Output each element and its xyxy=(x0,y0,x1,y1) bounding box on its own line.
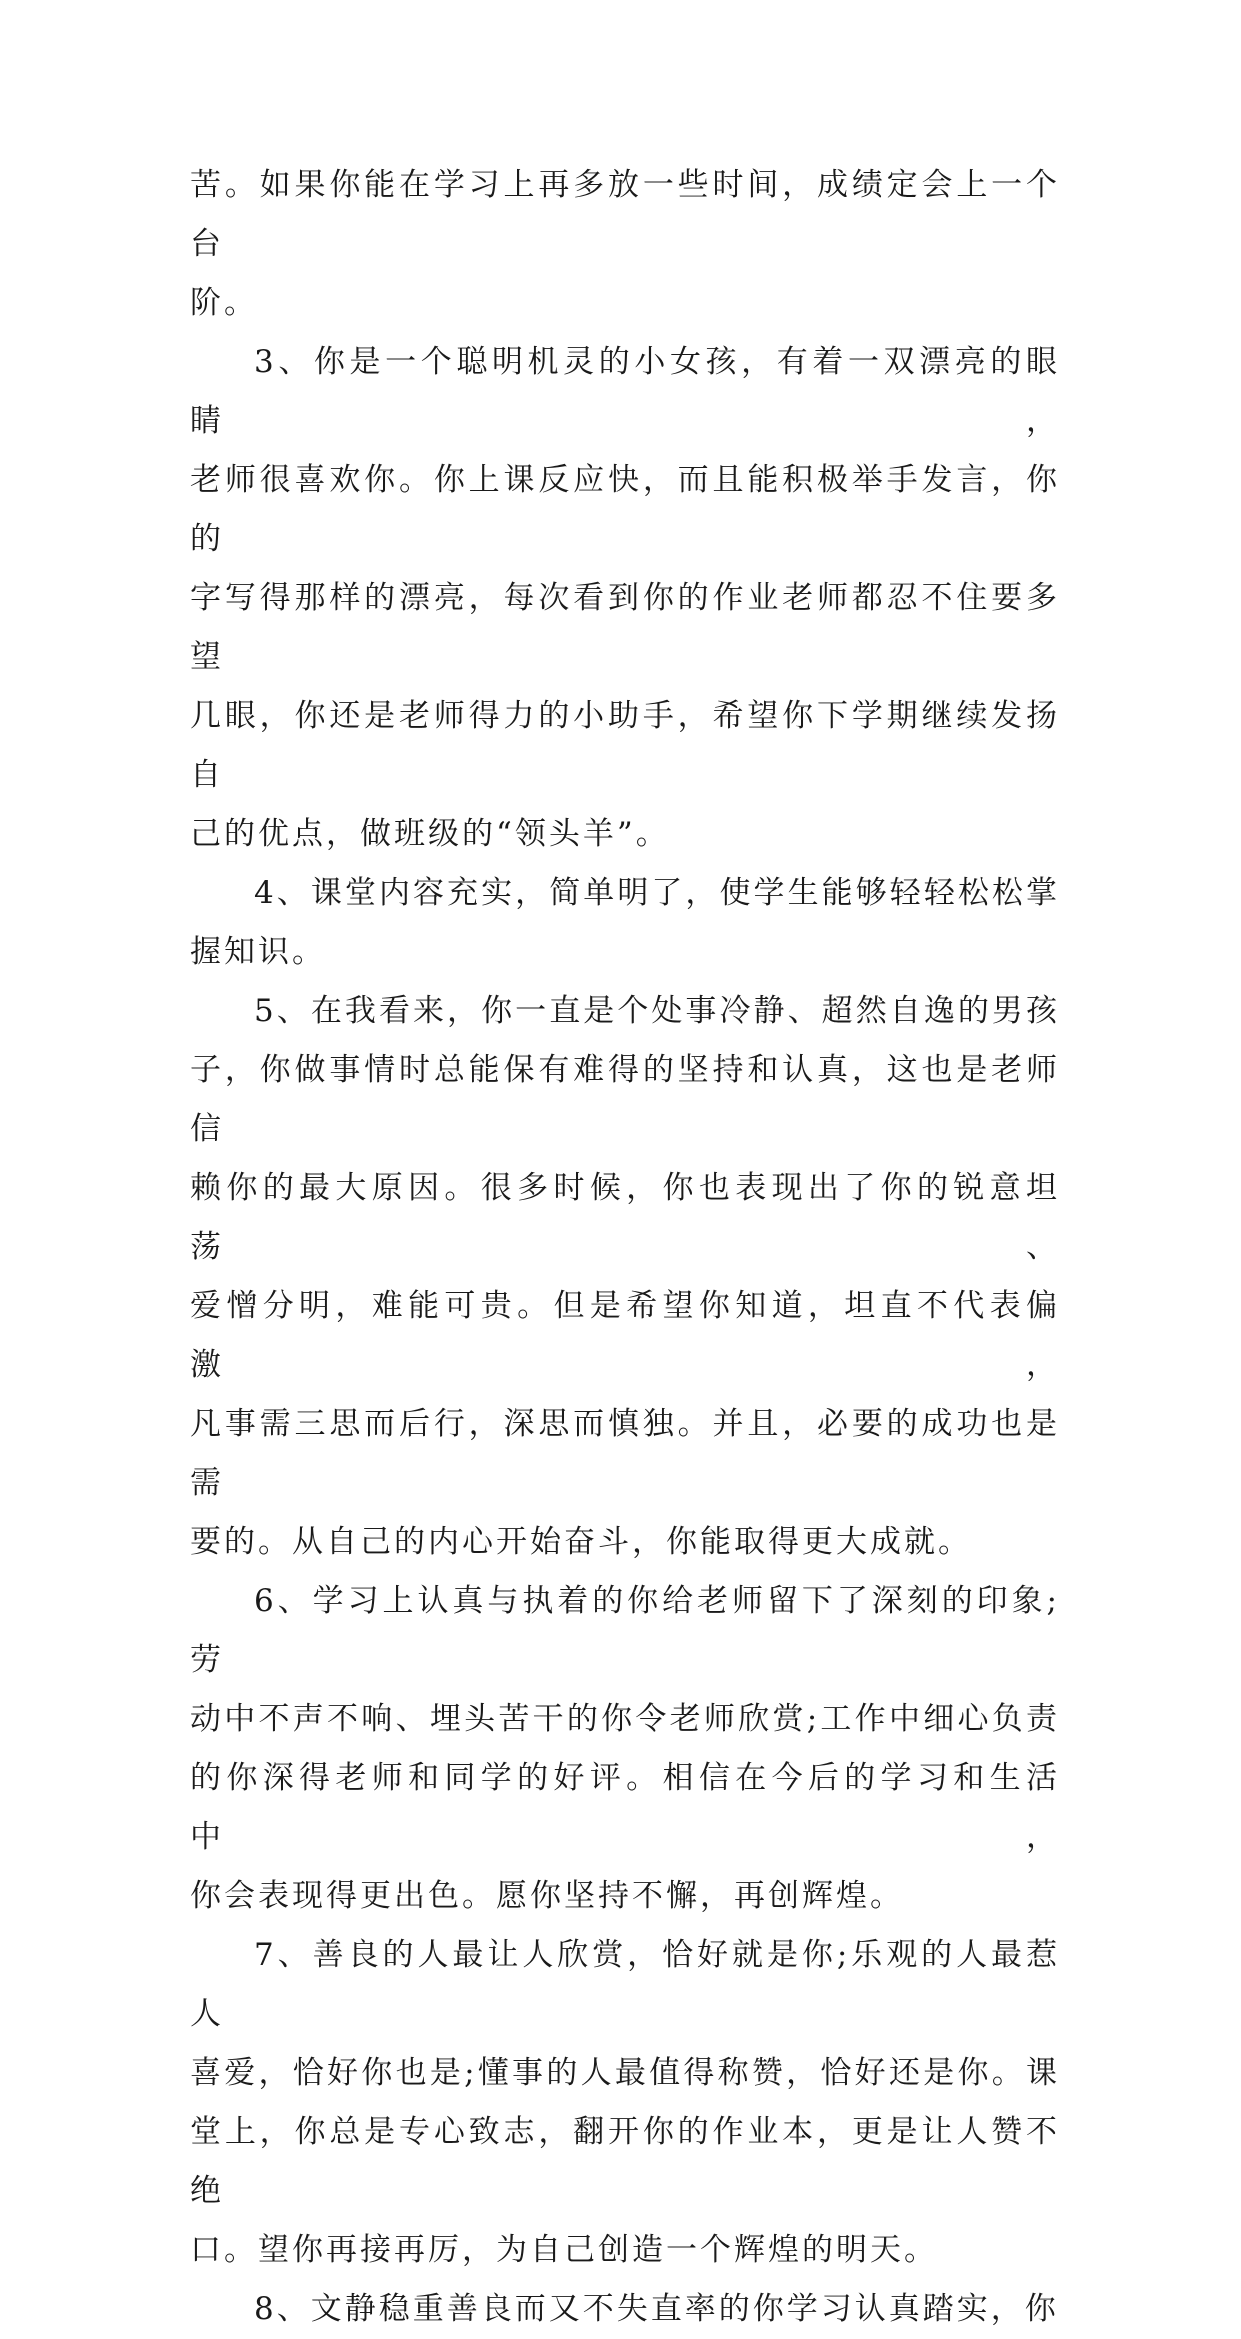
text-line: 爱憎分明，难能可贵。但是希望你知道，坦直不代表偏激， xyxy=(190,1288,1060,1383)
text-line: 口。望你再接再厉，为自己创造一个辉煌的明天。 xyxy=(190,2232,938,2268)
paragraph-item-3 xyxy=(190,333,1060,864)
text-line: 你会表现得更出色。愿你坚持不懈，再创辉煌。 xyxy=(190,1878,904,1914)
text-line: 3、你是一个聪明机灵的小女孩，有着一双漂亮的眼睛， xyxy=(190,344,1060,439)
text-line: 几眼，你还是老师得力的小助手，希望你下学期继续发扬自 xyxy=(190,698,1060,793)
paragraph-item-8 xyxy=(190,2280,1060,2339)
text-line: 苦。如果你能在学习上再多放一些时间，成绩定会上一个台 xyxy=(190,167,1060,262)
paragraph-item-4 xyxy=(190,864,1060,982)
text-line: 喜爱，恰好你也是;懂事的人最值得称赞，恰好还是你。课 xyxy=(190,2055,1060,2091)
paragraph-continuation xyxy=(190,156,1060,333)
paragraph-item-6 xyxy=(190,1572,1060,1926)
text-line: 7、善良的人最让人欣赏，恰好就是你;乐观的人最惹人 xyxy=(190,1937,1060,2032)
text-line: 子，你做事情时总能保有难得的坚持和认真，这也是老师信 xyxy=(190,1052,1060,1147)
text-line: 6、学习上认真与执着的你给老师留下了深刻的印象;劳 xyxy=(190,1583,1060,1678)
text-line: 老师很喜欢你。你上课反应快，而且能积极举手发言，你的 xyxy=(190,462,1060,557)
text-line: 赖你的最大原因。很多时候，你也表现出了你的锐意坦荡、 xyxy=(190,1170,1060,1265)
text-line: 的你深得老师和同学的好评。相信在今后的学习和生活中， xyxy=(190,1760,1060,1855)
text-line: 8、文静稳重善良而又不失直率的你学习认真踏实，你 xyxy=(254,2291,1059,2327)
text-line: 堂上，你总是专心致志，翻开你的作业本，更是让人赞不绝 xyxy=(190,2114,1060,2209)
text-line: 动中不声不响、埋头苦干的你令老师欣赏;工作中细心负责 xyxy=(190,1701,1060,1737)
text-line: 4、课堂内容充实，简单明了，使学生能够轻轻松松掌 xyxy=(254,875,1060,911)
text-line: 要的。从自己的内心开始奋斗，你能取得更大成就。 xyxy=(190,1524,972,1560)
text-line: 凡事需三思而后行，深思而慎独。并且，必要的成功也是需 xyxy=(190,1406,1060,1501)
text-line: 字写得那样的漂亮，每次看到你的作业老师都忍不住要多望 xyxy=(190,580,1060,675)
paragraph-item-7 xyxy=(190,1926,1060,2280)
paragraph-item-5 xyxy=(190,982,1060,1572)
text-line: 握知识。 xyxy=(190,934,326,970)
text-line: 己的优点，做班级的“领头羊”。 xyxy=(190,816,670,852)
text-line: 阶。 xyxy=(190,285,258,321)
document-body xyxy=(190,156,1060,2339)
text-line: 5、在我看来，你一直是个处事冷静、超然自逸的男孩 xyxy=(254,993,1060,1029)
